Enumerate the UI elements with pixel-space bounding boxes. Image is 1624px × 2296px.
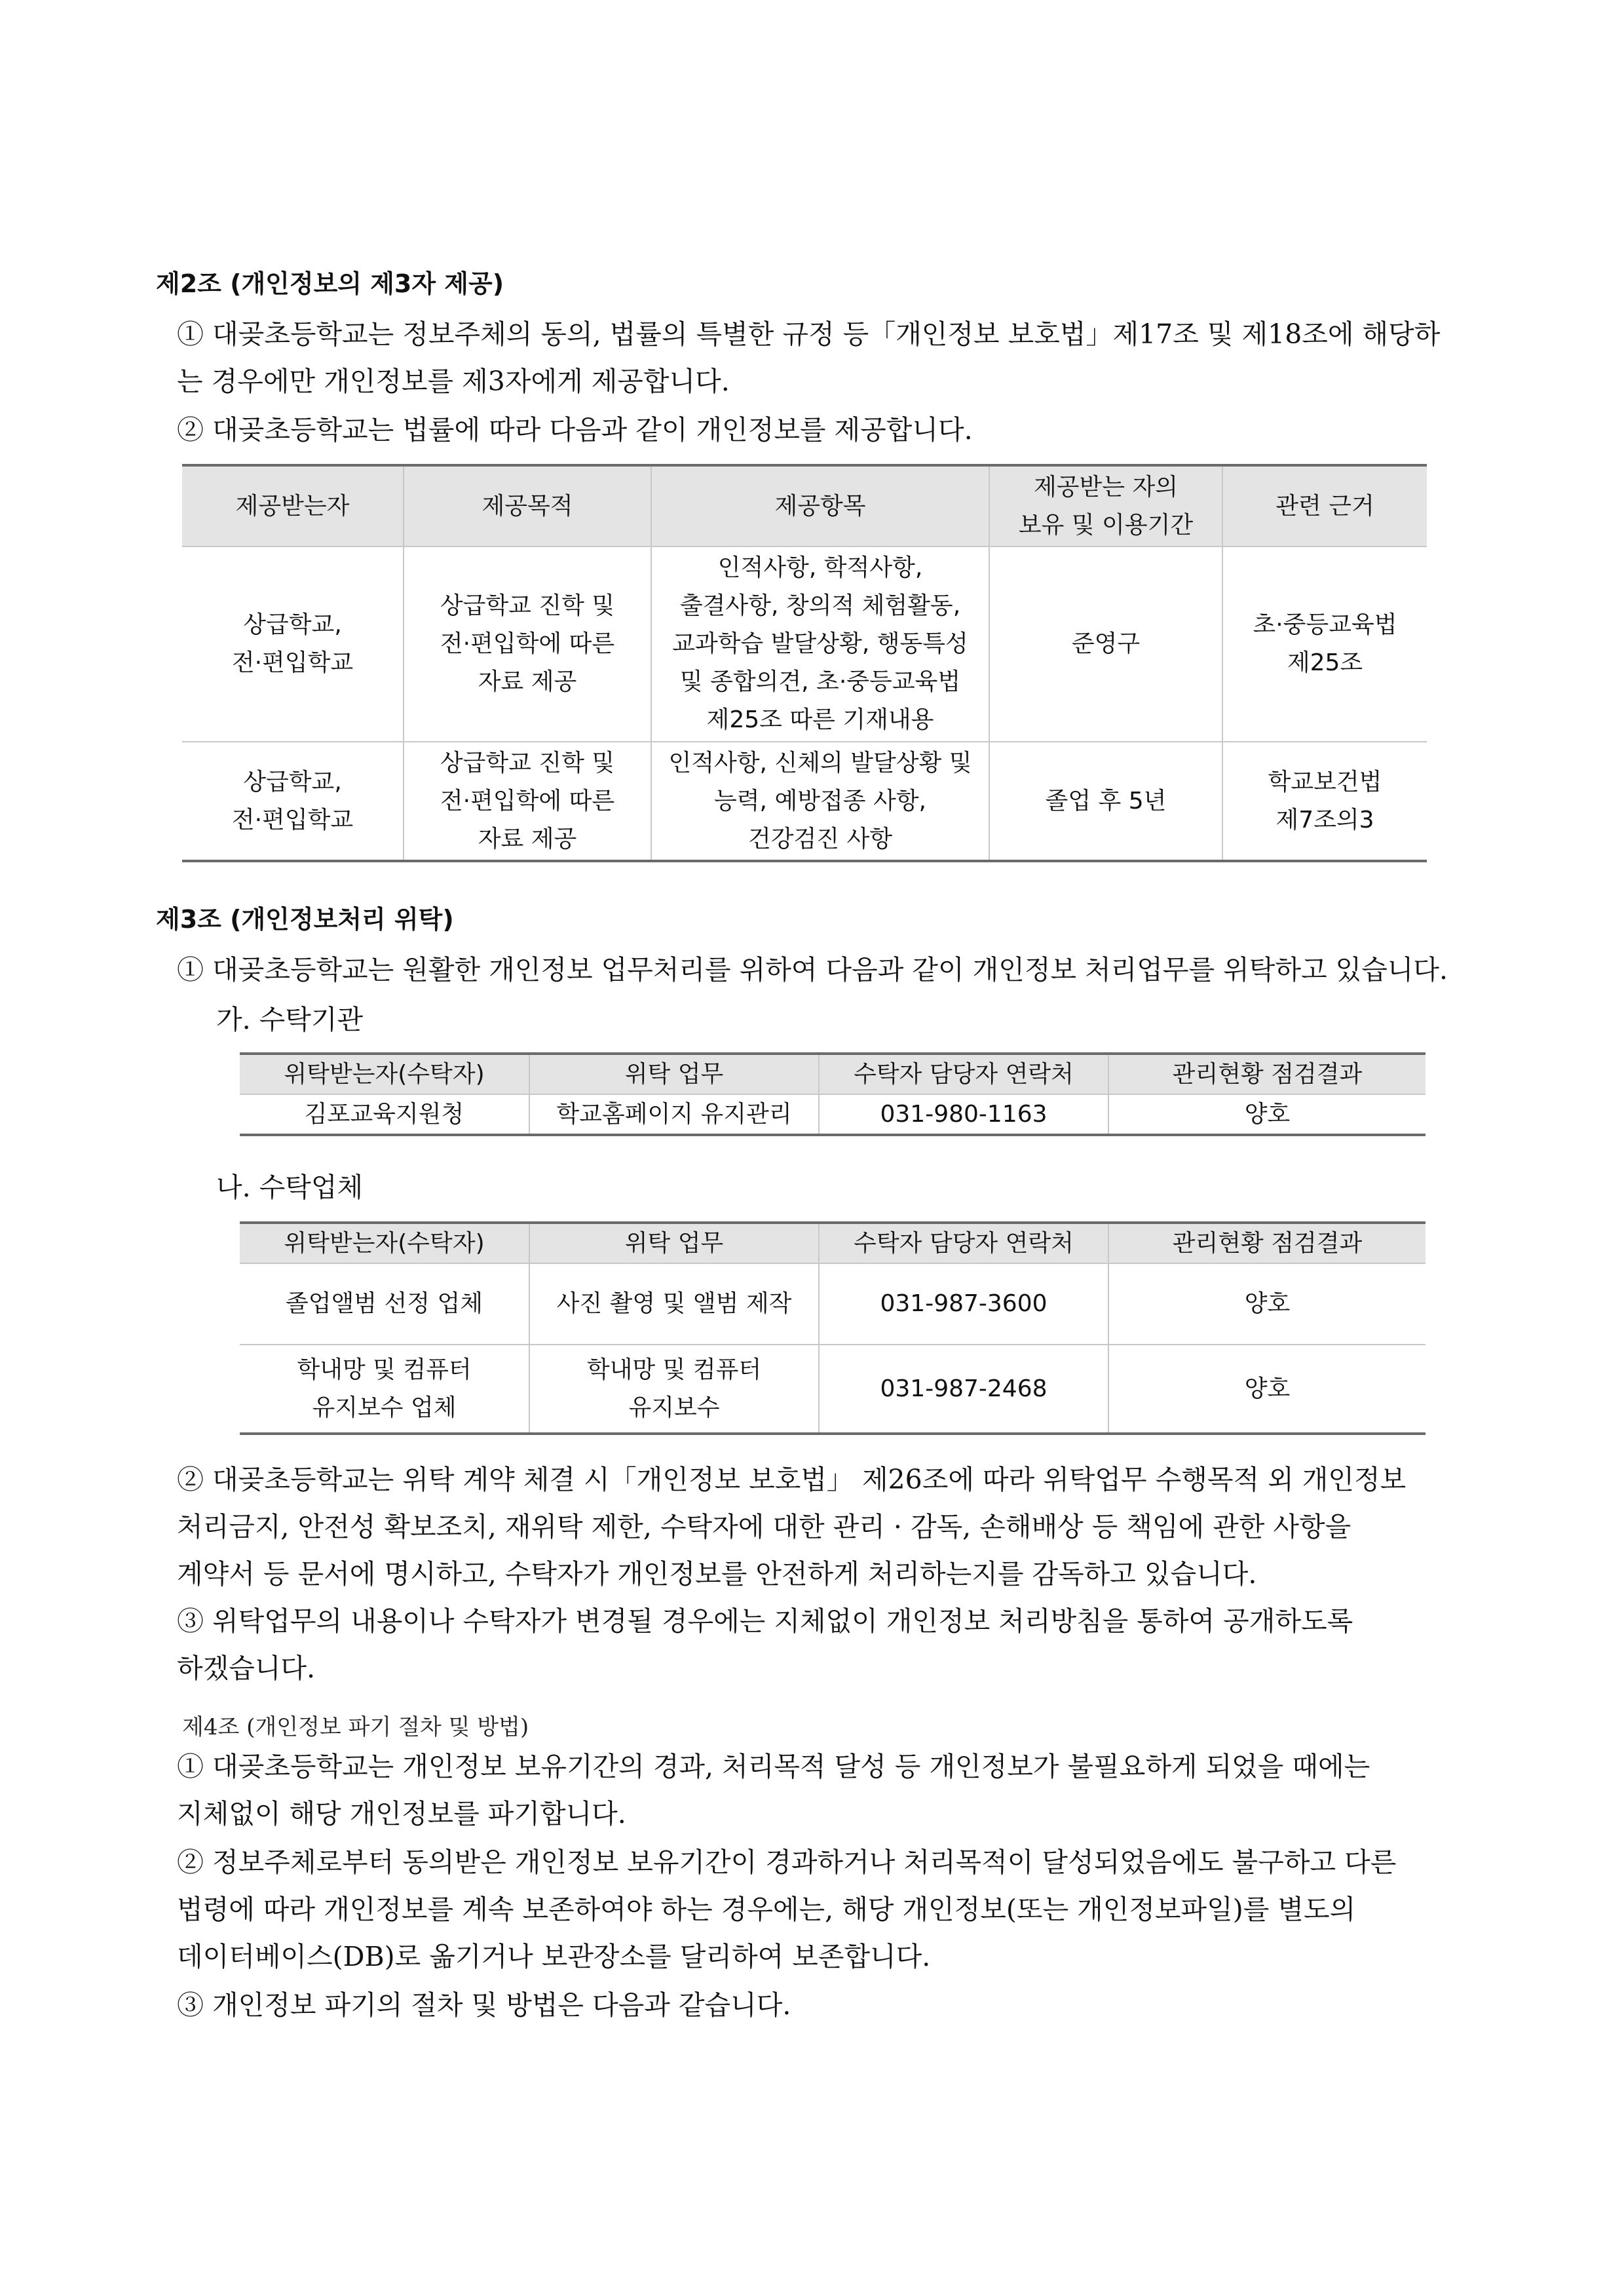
- article-3-paragraph-2-line-3: 계약서 등 문서에 명시하고, 수탁자가 개인정보를 안전하게 처리하는지를 감독하고 있습니다.: [177, 1558, 1257, 1590]
- table-row: [182, 742, 1427, 861]
- table-cell: 031-987-3600: [819, 1263, 1108, 1345]
- table-cell: 인적사항, 학적사항, 출결사항, 창의적 체험활동, 교과학습 발달상황, 행동특성 및 종합의견, 초·중등교육법 제25조 따른 기재내용: [651, 546, 989, 742]
- article-4-heading: 제4조 (개인정보 파기 절차 및 방법): [182, 1714, 529, 1740]
- table-header-row: [182, 465, 1427, 546]
- table-cell: 졸업 후 5년: [989, 742, 1222, 861]
- table-cell: 사진 촬영 및 앨범 제작: [529, 1263, 819, 1345]
- header-purpose: 제공목적: [404, 465, 651, 546]
- table-row: [240, 1345, 1426, 1434]
- table-cell: 학교보건법 제7조의3: [1222, 742, 1427, 861]
- table-cell: 인적사항, 신체의 발달상황 및 능력, 예방접종 사항, 건강검진 사항: [651, 742, 989, 861]
- header-retention-period: 제공받는 자의 보유 및 이용기간: [989, 465, 1222, 546]
- header-inspection-result: 관리현황 점검결과: [1108, 1223, 1426, 1263]
- article-2-paragraph-1-line-2: 는 경우에만 개인정보를 제3자에게 제공합니다.: [177, 366, 730, 397]
- header-task: 위탁 업무: [529, 1054, 819, 1094]
- header-consignee: 위탁받는자(수탁자): [240, 1223, 529, 1263]
- table-cell: 상급학교, 전·편입학교: [182, 742, 404, 861]
- table-cell: 학내망 및 컴퓨터 유지보수 업체: [240, 1345, 529, 1434]
- article-3-heading: 제3조 (개인정보처리 위탁): [156, 905, 454, 934]
- table-row: [182, 546, 1427, 742]
- table-cell: 양호: [1108, 1263, 1426, 1345]
- third-party-provision-table: [182, 464, 1427, 862]
- table-row: [240, 1094, 1426, 1135]
- table-cell: 졸업앨범 선정 업체: [240, 1263, 529, 1345]
- article-3-paragraph-3-line-1: ③ 위탁업무의 내용이나 수탁자가 변경될 경우에는 지체없이 개인정보 처리방침을 통하여 공개하도록: [177, 1605, 1353, 1637]
- article-4-paragraph-3: ③ 개인정보 파기의 절차 및 방법은 다음과 같습니다.: [177, 1989, 791, 2021]
- consignment-company-table: [240, 1221, 1426, 1435]
- header-contact: 수탁자 담당자 연락처: [819, 1054, 1108, 1094]
- article-2-paragraph-2: ② 대곶초등학교는 법률에 따라 다음과 같이 개인정보를 제공합니다.: [177, 414, 973, 446]
- article-3-paragraph-2-line-1: ② 대곶초등학교는 위탁 계약 체결 시「개인정보 보호법」 제26조에 따라 위탁업무 수행목적 외 개인정보: [177, 1464, 1407, 1495]
- article-4-paragraph-2-line-1: ② 정보주체로부터 동의받은 개인정보 보유기간이 경과하거나 처리목적이 달성되었음에도 불구하고 다른: [177, 1846, 1397, 1878]
- table-row: [240, 1263, 1426, 1345]
- header-recipient: 제공받는자: [182, 465, 404, 546]
- table-cell: 학내망 및 컴퓨터 유지보수: [529, 1345, 819, 1434]
- article-3-paragraph-3-line-2: 하겠습니다.: [177, 1653, 316, 1684]
- table-cell: 031-980-1163: [819, 1094, 1108, 1135]
- table-cell: 양호: [1108, 1094, 1426, 1135]
- header-task: 위탁 업무: [529, 1223, 819, 1263]
- article-2-paragraph-1-line-1: ① 대곶초등학교는 정보주체의 동의, 법률의 특별한 규정 등「개인정보 보호법」제17조 및 제18조에 해당하: [177, 318, 1441, 350]
- article-2-heading: 제2조 (개인정보의 제3자 제공): [156, 269, 504, 298]
- table-cell: 초·중등교육법 제25조: [1222, 546, 1427, 742]
- article-4-paragraph-1-line-2: 지체없이 해당 개인정보를 파기합니다.: [177, 1798, 626, 1829]
- table-header-row: [240, 1054, 1426, 1094]
- article-3-paragraph-1: ① 대곶초등학교는 원활한 개인정보 업무처리를 위하여 다음과 같이 개인정보 처리업무를 위탁하고 있습니다.: [177, 954, 1448, 985]
- table-header-row: [240, 1223, 1426, 1263]
- subsection-na: 나. 수탁업체: [216, 1172, 364, 1203]
- header-consignee: 위탁받는자(수탁자): [240, 1054, 529, 1094]
- article-4-paragraph-2-line-3: 데이터베이스(DB)로 옮기거나 보관장소를 달리하여 보존합니다.: [177, 1941, 931, 1972]
- table-cell: 양호: [1108, 1345, 1426, 1434]
- consignment-agency-table: [240, 1052, 1426, 1136]
- table-cell: 상급학교 진학 및 전·편입학에 따른 자료 제공: [404, 742, 651, 861]
- table-cell: 김포교육지원청: [240, 1094, 529, 1135]
- header-inspection-result: 관리현황 점검결과: [1108, 1054, 1426, 1094]
- table-cell: 상급학교 진학 및 전·편입학에 따른 자료 제공: [404, 546, 651, 742]
- article-4-paragraph-2-line-2: 법령에 따라 개인정보를 계속 보존하여야 하는 경우에는, 해당 개인정보(또는 개인정보파일)를 별도의: [177, 1894, 1356, 1925]
- table-cell: 031-987-2468: [819, 1345, 1108, 1434]
- table-cell: 준영구: [989, 546, 1222, 742]
- table-cell: 학교홈페이지 유지관리: [529, 1094, 819, 1135]
- header-contact: 수탁자 담당자 연락처: [819, 1223, 1108, 1263]
- article-3-paragraph-2-line-2: 처리금지, 안전성 확보조치, 재위탁 제한, 수탁자에 대한 관리 · 감독, 손해배상 등 책임에 관한 사항을: [177, 1511, 1351, 1542]
- article-4-paragraph-1-line-1: ① 대곶초등학교는 개인정보 보유기간의 경과, 처리목적 달성 등 개인정보가 불필요하게 되었을 때에는: [177, 1751, 1370, 1782]
- subsection-ga: 가. 수탁기관: [216, 1004, 364, 1035]
- table-cell: 상급학교, 전·편입학교: [182, 546, 404, 742]
- header-items: 제공항목: [651, 465, 989, 546]
- header-legal-basis: 관련 근거: [1222, 465, 1427, 546]
